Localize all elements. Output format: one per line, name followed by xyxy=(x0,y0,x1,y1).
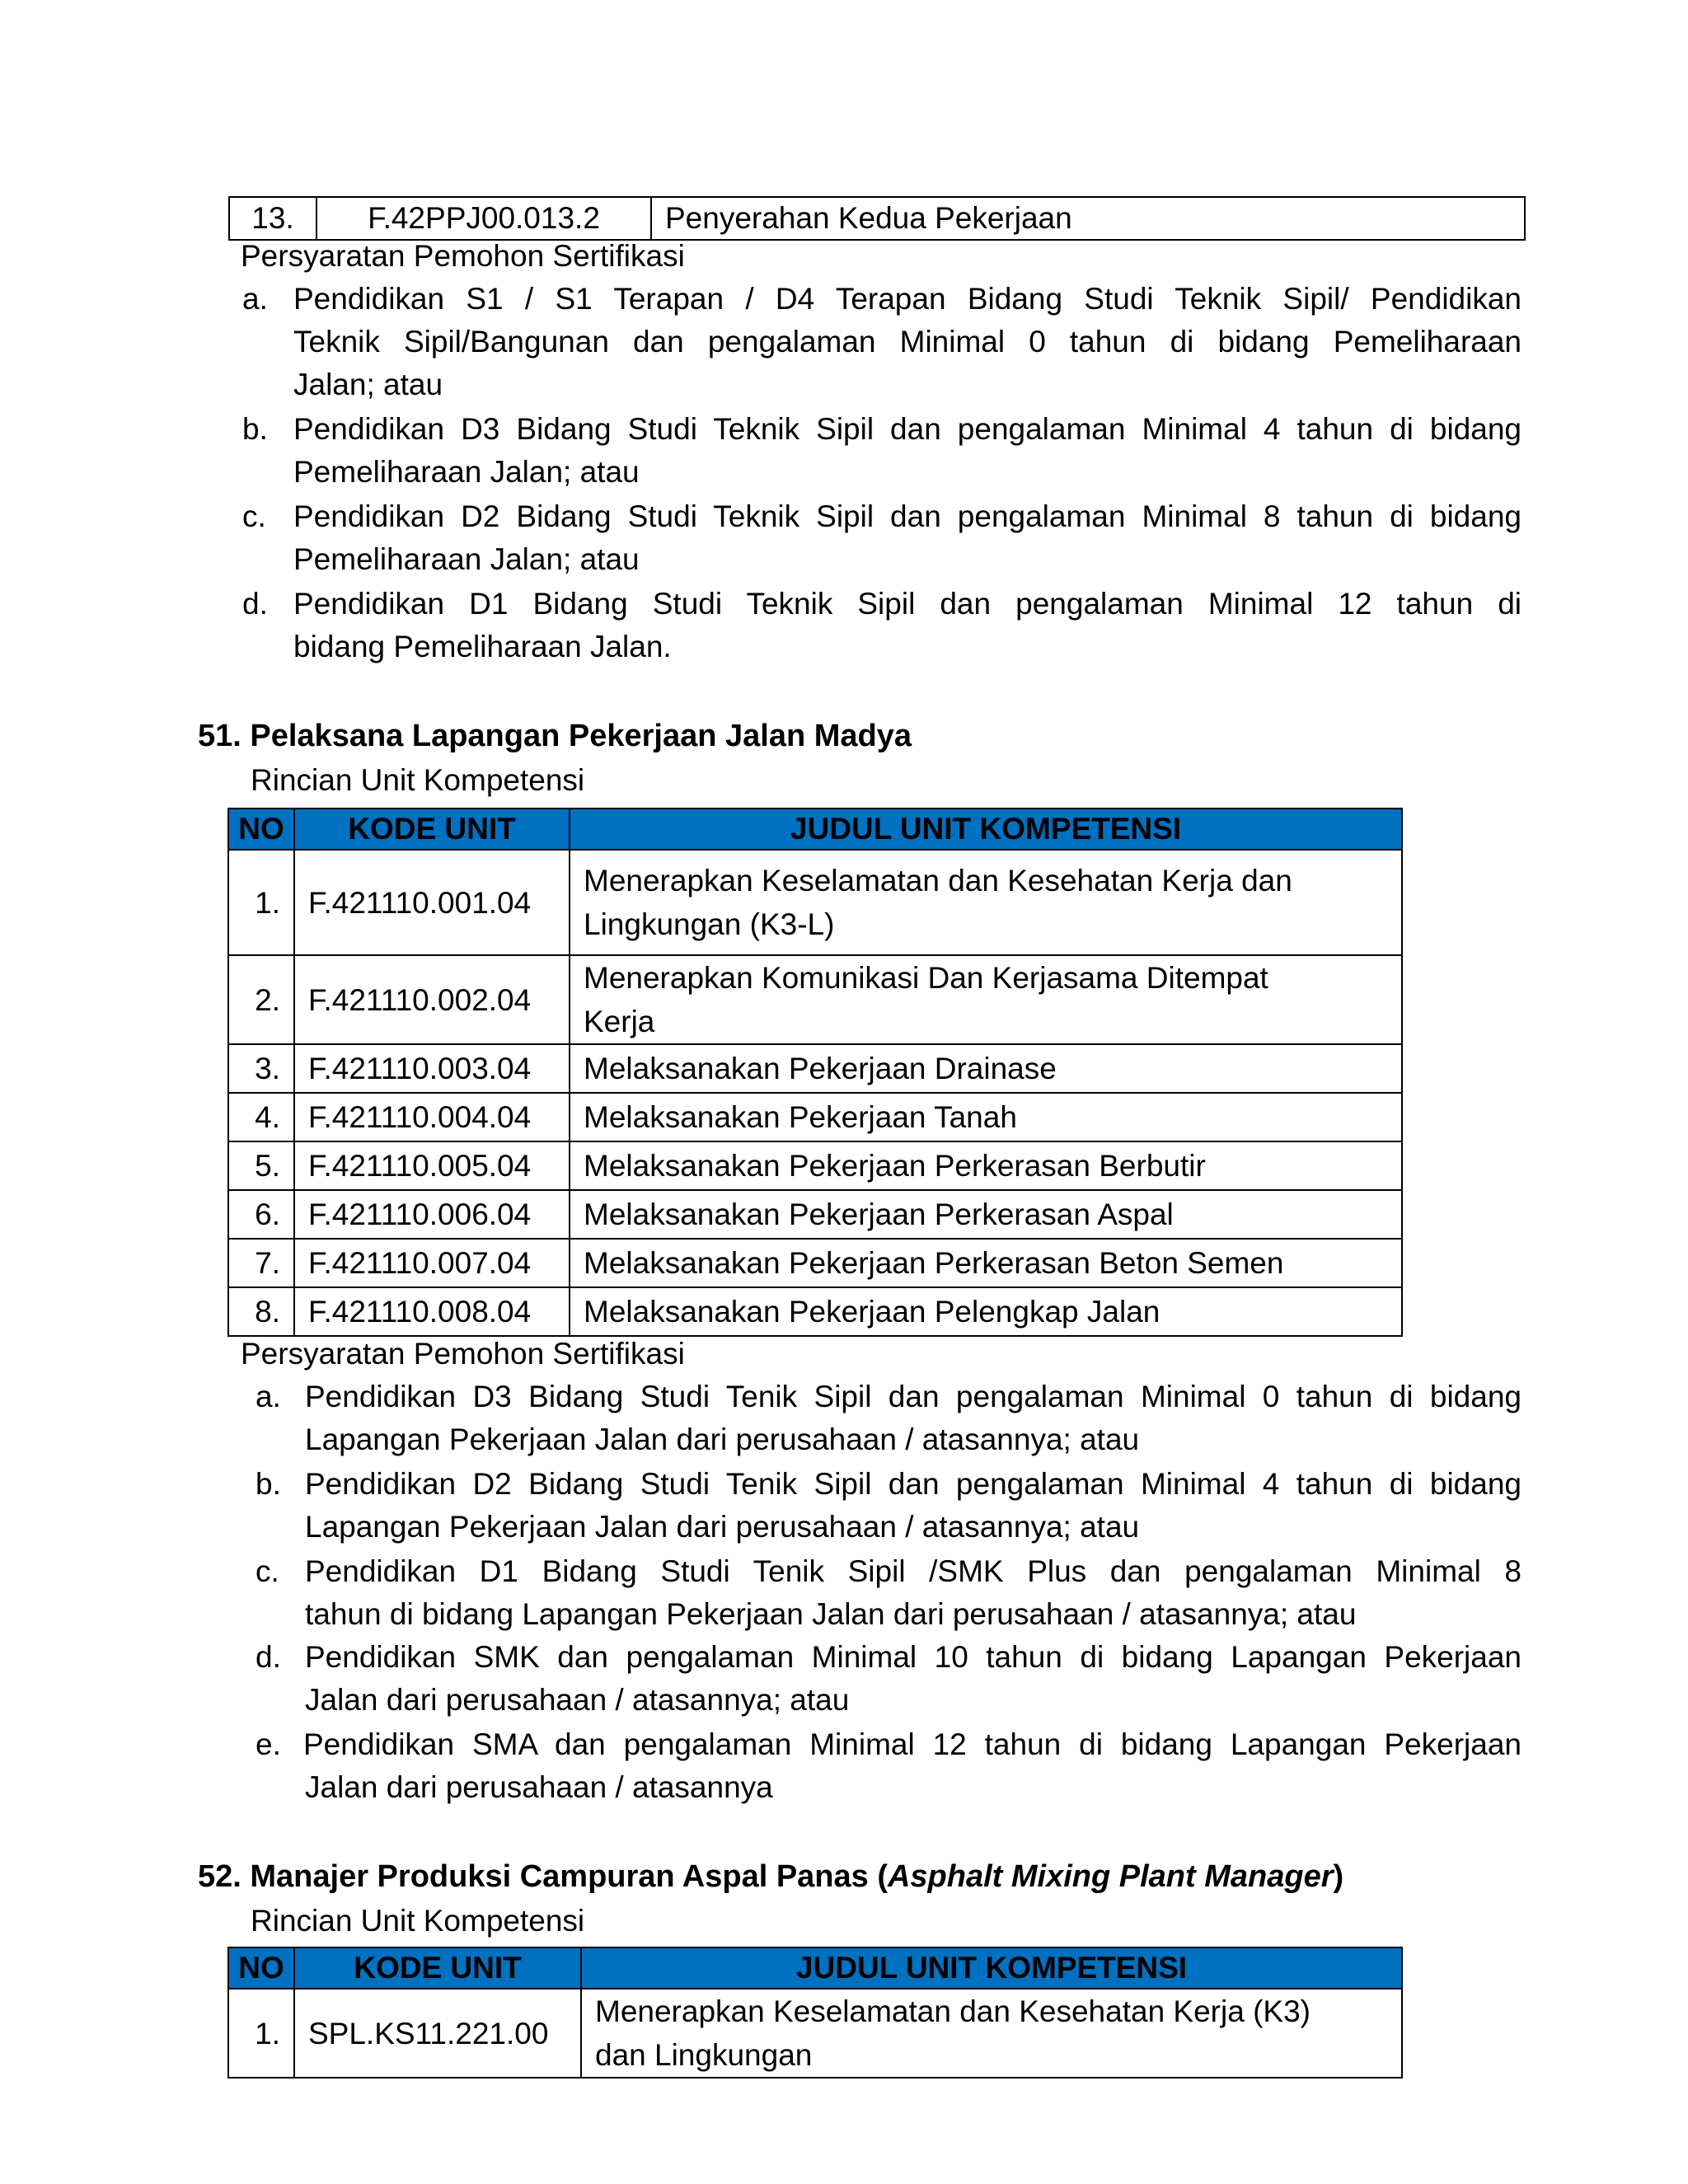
row-number: 8. xyxy=(228,1287,294,1336)
row-number: 1. xyxy=(228,1989,294,2078)
unit-code: F.421110.008.04 xyxy=(294,1287,570,1336)
unit-title-line: Menerapkan Keselamatan dan Kesehatan Kerja dan xyxy=(584,864,1292,898)
table-row xyxy=(228,1093,1402,1141)
section-51-subtitle: Rincian Unit Kompetensi xyxy=(251,763,585,797)
unit-code: F.421110.004.04 xyxy=(294,1093,570,1141)
unit-title-line: Menerapkan Keselamatan dan Kesehatan Kerja (K3) xyxy=(595,1994,1311,2028)
unit-code: F.42PPJ00.013.2 xyxy=(316,197,651,240)
section-52-subtitle: Rincian Unit Kompetensi xyxy=(251,1904,585,1938)
list-label: c. xyxy=(242,499,266,533)
list-item-line: Teknik Sipil/Bangunan dan pengalaman Minimal 0 tahun di bidang Pemeliharaan xyxy=(293,325,1522,359)
row-number: 7. xyxy=(228,1239,294,1287)
row-number: 4. xyxy=(228,1093,294,1141)
table-header-row xyxy=(228,808,1402,850)
list-label: a. xyxy=(242,282,268,316)
table-row xyxy=(228,850,1402,955)
list-item-line: Pendidikan D1 Bidang Studi Teknik Sipil dan pengalaman Minimal 12 tahun di xyxy=(293,587,1522,621)
list-item-line: Pendidikan D2 Bidang Studi Tenik Sipil dan pengalaman Minimal 4 tahun di bidang xyxy=(305,1467,1522,1501)
list-label: e. xyxy=(256,1727,281,1761)
section-51-table xyxy=(227,808,1403,1337)
row-number: 1. xyxy=(228,850,294,955)
title-suffix: ) xyxy=(1333,1859,1344,1894)
table-header-row xyxy=(228,1947,1402,1989)
list-item-line: Lapangan Pekerjaan Jalan dari perusahaan / atasannya; atau xyxy=(305,1422,1140,1456)
list-item-line: Pendidikan SMK dan pengalaman Minimal 10 tahun di bidang Lapangan Pekerjaan xyxy=(305,1640,1522,1674)
unit-title xyxy=(581,1989,1402,2078)
table-row xyxy=(229,197,1525,240)
section-52-table xyxy=(227,1947,1403,2079)
list-item-line: Jalan; atau xyxy=(293,368,443,401)
header-code: KODE UNIT xyxy=(294,808,570,850)
list-label: b. xyxy=(256,1467,281,1501)
title-prefix: 52. Manajer Produksi Campuran Aspal Panas ( xyxy=(198,1859,888,1894)
unit-title: Melaksanakan Pekerjaan Tanah xyxy=(570,1093,1402,1141)
table-row xyxy=(228,1989,1402,2078)
list-label: a. xyxy=(256,1380,281,1413)
list-item-line: Pendidikan D3 Bidang Studi Tenik Sipil dan pengalaman Minimal 0 tahun di bidang xyxy=(305,1380,1522,1413)
list-item-line: Pendidikan D3 Bidang Studi Teknik Sipil dan pengalaman Minimal 4 tahun di bidang xyxy=(293,412,1522,446)
table-row xyxy=(228,955,1402,1044)
section-52-title xyxy=(198,1859,1343,1895)
unit-title-line: Menerapkan Komunikasi Dan Kerjasama Ditempat xyxy=(584,961,1268,995)
unit-code: F.421110.006.04 xyxy=(294,1190,570,1239)
unit-code: F.421110.003.04 xyxy=(294,1044,570,1093)
list-item-line: Pemeliharaan Jalan; atau xyxy=(293,542,640,576)
header-no: NO xyxy=(228,808,294,850)
header-no: NO xyxy=(228,1947,294,1989)
list-item-line: Pendidikan S1 / S1 Terapan / D4 Terapan Bidang Studi Teknik Sipil/ Pendidikan xyxy=(293,282,1522,316)
list-item-line: Jalan dari perusahaan / atasannya; atau xyxy=(305,1683,850,1717)
unit-title xyxy=(570,955,1402,1044)
unit-title: Melaksanakan Pekerjaan Pelengkap Jalan xyxy=(570,1287,1402,1336)
row-number: 2. xyxy=(228,955,294,1044)
list-label: c. xyxy=(256,1554,279,1588)
header-title: JUDUL UNIT KOMPETENSI xyxy=(570,808,1402,850)
list-label: d. xyxy=(256,1640,281,1674)
unit-title: Penyerahan Kedua Pekerjaan xyxy=(651,197,1525,240)
table-row xyxy=(228,1239,1402,1287)
unit-code: SPL.KS11.221.00 xyxy=(294,1989,581,2078)
header-code: KODE UNIT xyxy=(294,1947,581,1989)
list-item-line: Pendidikan D2 Bidang Studi Teknik Sipil dan pengalaman Minimal 8 tahun di bidang xyxy=(293,499,1522,533)
list-label: b. xyxy=(242,412,268,446)
unit-title-line: dan Lingkungan xyxy=(595,2038,813,2072)
unit-code: F.421110.007.04 xyxy=(294,1239,570,1287)
row-number: 13. xyxy=(229,197,316,240)
unit-title: Melaksanakan Pekerjaan Drainase xyxy=(570,1044,1402,1093)
row-number: 5. xyxy=(228,1141,294,1190)
unit-title: Melaksanakan Pekerjaan Perkerasan Beton Semen xyxy=(570,1239,1402,1287)
top-competency-table xyxy=(228,196,1526,241)
unit-code: F.421110.002.04 xyxy=(294,955,570,1044)
unit-title-line: Lingkungan (K3-L) xyxy=(584,907,835,941)
list-label: d. xyxy=(242,587,268,621)
unit-title xyxy=(570,850,1402,955)
list-item-line: Lapangan Pekerjaan Jalan dari perusahaan / atasannya; atau xyxy=(305,1510,1140,1544)
list-item-line: bidang Pemeliharaan Jalan. xyxy=(293,630,672,663)
row-number: 6. xyxy=(228,1190,294,1239)
table-row xyxy=(228,1287,1402,1336)
unit-code: F.421110.005.04 xyxy=(294,1141,570,1190)
list-item-line: Jalan dari perusahaan / atasannya xyxy=(305,1770,773,1804)
table-row xyxy=(228,1044,1402,1093)
list-item-line: Pendidikan SMA dan pengalaman Minimal 12 tahun di bidang Lapangan Pekerjaan xyxy=(303,1727,1522,1761)
section-51-title: 51. Pelaksana Lapangan Pekerjaan Jalan Madya xyxy=(198,719,912,753)
requirements-heading: Persyaratan Pemohon Sertifikasi xyxy=(241,239,685,273)
unit-code: F.421110.001.04 xyxy=(294,850,570,955)
list-item-line: Pemeliharaan Jalan; atau xyxy=(293,455,640,489)
row-number: 3. xyxy=(228,1044,294,1093)
header-title: JUDUL UNIT KOMPETENSI xyxy=(581,1947,1402,1989)
table-row xyxy=(228,1141,1402,1190)
list-item-line: tahun di bidang Lapangan Pekerjaan Jalan dari perusahaan / atasannya; atau xyxy=(305,1597,1357,1631)
unit-title-line: Kerja xyxy=(584,1005,655,1038)
unit-title: Melaksanakan Pekerjaan Perkerasan Aspal xyxy=(570,1190,1402,1239)
title-italic: Asphalt Mixing Plant Manager xyxy=(887,1859,1334,1894)
requirements-heading: Persyaratan Pemohon Sertifikasi xyxy=(241,1337,685,1371)
list-item-line: Pendidikan D1 Bidang Studi Tenik Sipil /SMK Plus dan pengalaman Minimal 8 xyxy=(305,1554,1522,1588)
table-row xyxy=(228,1190,1402,1239)
unit-title: Melaksanakan Pekerjaan Perkerasan Berbutir xyxy=(570,1141,1402,1190)
